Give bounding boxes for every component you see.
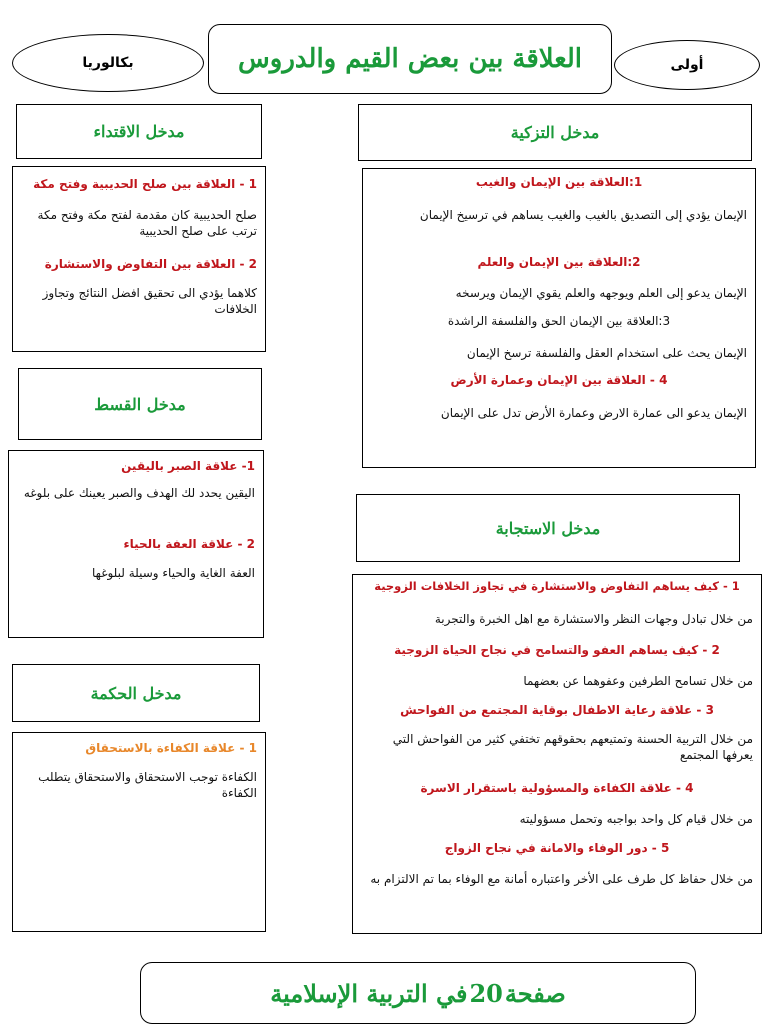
qist-item-2-text: العفة الغاية والحياء وسيلة لبلوغها [92, 566, 255, 580]
tazkia-item-2-text: الإيمان يدعو إلى العلم ويوجهه والعلم يقوي الإيمان ويرسخه [455, 286, 747, 300]
qist-item-2-title: 2 - علاقة العفة بالحياء [123, 537, 255, 551]
tazkia-content-box [362, 168, 756, 468]
unit-oval [614, 40, 760, 90]
tazkia-item-4-title: 4 - العلاقة بين الإيمان وعمارة الأرض [450, 373, 668, 387]
istijaba-item-5-title: 5 - دور الوفاء والامانة في نجاح الزواج [444, 841, 670, 855]
iqtida-heading-box [16, 104, 262, 159]
istijaba-heading-box [356, 494, 740, 562]
level-label: بكالوريا [82, 55, 134, 71]
qist-content-box [8, 450, 264, 638]
istijaba-item-5-text: من خلال حفاظ كل طرف على الأخر واعتباره أمانة مع الوفاء بما تم الالتزام به [370, 872, 753, 886]
tazkia-heading: مدخل التزكية [510, 123, 600, 142]
tazkia-item-1-title: 1:العلاقة بين الإيمان والغيب [475, 175, 643, 189]
iqtida-content-box [12, 166, 266, 352]
iqtida-heading: مدخل الاقتداء [93, 122, 185, 141]
hikma-content-box [12, 732, 266, 932]
footer-page-word: صفحة [504, 978, 566, 1008]
tazkia-item-1-text: الإيمان يؤدي إلى التصديق بالغيب والغيب يساهم في ترسيخ الإيمان [419, 208, 747, 222]
tazkia-item-3-text: الإيمان يحث على استخدام العقل والفلسفة ترسخ الإيمان [466, 346, 747, 360]
footer-page-number: 20 [469, 978, 503, 1008]
hikma-heading: مدخل الحكمة [90, 683, 182, 703]
tazkia-item-2-title: 2:العلاقة بين الإيمان والعلم [477, 255, 641, 269]
hikma-heading-box [12, 664, 260, 722]
istijaba-item-4-title: 4 - علاقة الكفاءة والمسؤولية باستقرار الاسرة [420, 781, 694, 795]
tazkia-item-4-text: الإيمان يدعو الى عمارة الارض وعمارة الأرض تدل على الإيمان [440, 406, 747, 420]
istijaba-item-4-text: من خلال قيام كل واحد بواجبه وتحمل مسؤوليته [519, 812, 753, 826]
iqtida-item-1-text: صلح الحديبية كان مقدمة لفتح مكة وفتح مكة ترتب على صلح الحديبية [37, 208, 257, 238]
footer-subject: في التربية الإسلامية [270, 978, 468, 1008]
istijaba-item-3-title: 3 - علاقة رعاية الاطفال بوقاية المجتمع من الفواحش [400, 703, 714, 717]
istijaba-heading: مدخل الاستجابة [495, 518, 601, 538]
footer-box [140, 962, 696, 1024]
tazkia-heading-box [358, 104, 752, 161]
iqtida-item-1-title: 1 - العلاقة بين صلح الحديبية وفتح مكة [33, 177, 257, 191]
page-title-box [208, 24, 612, 94]
istijaba-item-1-text: من خلال تبادل وجهات النظر والاستشارة مع اهل الخبرة والتجربة [434, 612, 753, 626]
istijaba-item-2-title: 2 - كيف يساهم العفو والتسامح في نجاح الحياة الزوجية [394, 643, 720, 657]
istijaba-item-1-title: 1 - كيف يساهم التفاوض والاستشارة في تجاوز الخلافات الزوجية [374, 579, 740, 593]
qist-item-1-text: اليقين يحدد لك الهدف والصبر يعينك على بلوغه [23, 486, 255, 500]
hikma-item-1-text: الكفاءة توجب الاستحقاق والاستحقاق يتطلب الكفاءة [38, 770, 257, 800]
istijaba-item-2-text: من خلال تسامح الطرفين وعفوهما عن بعضهما [523, 674, 753, 688]
hikma-item-1-title: 1 - علاقة الكفاءة بالاستحقاق [85, 741, 257, 755]
istijaba-item-3-text: من خلال التربية الحسنة وتمتيعهم بحقوقهم تختفي كثير من الفواحش التي يعرفها المجتمع [392, 732, 753, 762]
page-title: العلاقة بين بعض القيم والدروس [238, 44, 582, 74]
tazkia-item-3-title: 3:العلاقة بين الإيمان الحق والفلسفة الراشدة [447, 314, 671, 328]
qist-heading-box [18, 368, 262, 440]
unit-label: أولى [670, 57, 704, 73]
qist-item-1-title: 1- علاقة الصبر باليقين [121, 459, 255, 473]
level-oval [12, 34, 204, 92]
qist-heading: مدخل القسط [94, 394, 186, 414]
iqtida-item-2-text: كلاهما يؤدي الى تحقيق افضل النتائج وتجاوز الخلافات [42, 286, 257, 316]
istijaba-content-box [352, 574, 762, 934]
iqtida-item-2-title: 2 - العلاقة بين التفاوض والاستشارة [44, 257, 257, 271]
